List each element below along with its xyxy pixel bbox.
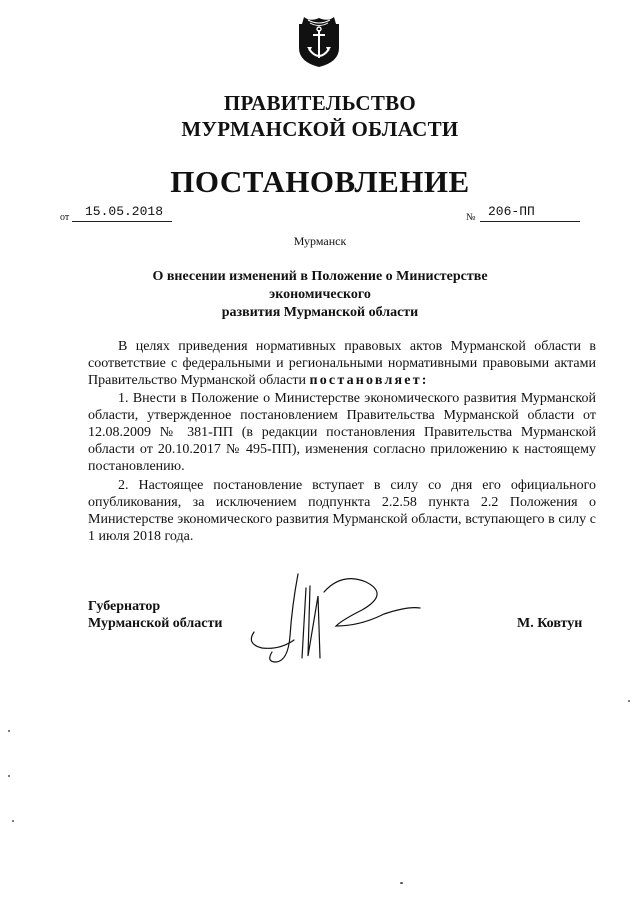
- resolves-word: постановляет: [309, 373, 422, 388]
- scan-speck: [12, 820, 14, 822]
- preamble-paragraph: [88, 338, 596, 389]
- subject-line1: О внесении изменений в Положение о Министерстве экономического: [152, 269, 488, 302]
- preamble-text: В целях приведения нормативных правовых актов Мурманской области в соответствие с федеральными и региональными нормативными правовыми актами Правительство Мурманской области: [88, 339, 596, 388]
- date-underline: [72, 221, 172, 222]
- item-1-paragraph: 1. Внести в Положение о Министерстве экономического развития Мурманской области, утвержденное постановлением Правительства Мурманской области от 12.08.2009 № 381-ПП (в редакции постановления Правительства Мурманской области от 20.10.2017 № 495-ПП), изменения согласно приложению к настоящему постановлению.: [88, 391, 596, 474]
- document-date: 15.05.2018: [85, 204, 164, 219]
- scan-speck: [400, 882, 403, 884]
- number-label: №: [466, 212, 476, 223]
- document-number: 206-ПП: [488, 204, 535, 219]
- scan-speck: [8, 730, 10, 732]
- city-name: Мурманск: [293, 234, 347, 248]
- government-name-line1: ПРАВИТЕЛЬСТВО: [223, 91, 417, 115]
- government-name-line2: МУРМАНСКОЙ ОБЛАСТИ: [181, 117, 459, 141]
- signatory-title-line1: Губернатор: [88, 599, 161, 614]
- document-type-title: ПОСТАНОВЛЕНИЕ: [170, 164, 470, 199]
- handwritten-signature: [232, 566, 442, 666]
- signatory-title-line2: Мурманской области: [88, 616, 223, 631]
- date-label: от: [60, 212, 70, 223]
- scan-speck: [8, 775, 10, 777]
- signatory-name: М. Ковтун: [517, 616, 583, 631]
- coat-of-arms-icon: [296, 14, 342, 68]
- scan-speck: [628, 700, 630, 702]
- number-underline: [480, 221, 580, 222]
- subject-line2: развития Мурманской области: [221, 305, 419, 320]
- item-2-paragraph: 2. Настоящее постановление вступает в силу со дня его официального опубликования, за исключением подпункта 2.2.58 пункта 2.2 Положения о Министерстве экономического развития Мурманской области, вступающего в силу с 1 июля 2018 года.: [88, 478, 596, 544]
- resolves-colon: :: [421, 373, 427, 388]
- document-subject: [100, 268, 540, 322]
